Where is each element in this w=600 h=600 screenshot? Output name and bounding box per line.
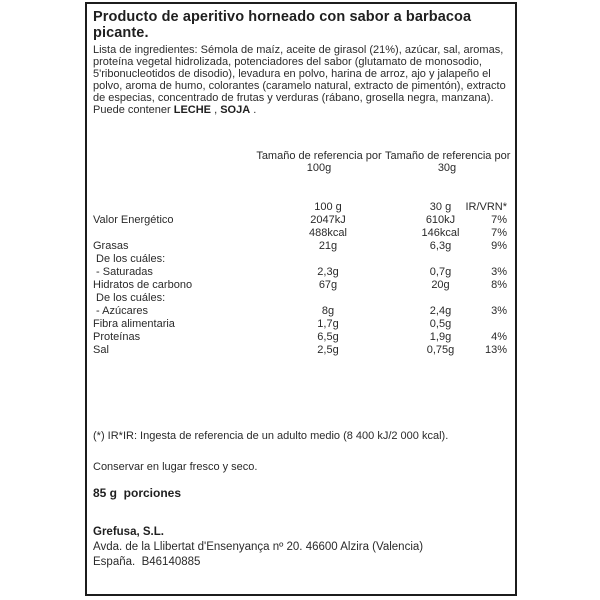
nutrient-name: Sal xyxy=(93,344,109,356)
ingredients-paragraph xyxy=(93,44,509,116)
nutrient-name xyxy=(93,227,258,240)
value-per-30g: 146kcal xyxy=(421,227,460,239)
column-header-ir-vrn: IR/VRN* xyxy=(465,201,507,213)
ir-percentage: 8% xyxy=(491,279,507,291)
value-per-100g: 2047kJ xyxy=(310,214,346,226)
value-per-100g: 2,5g xyxy=(317,344,339,356)
value-per-30g: 0,7g xyxy=(429,266,452,278)
value-per-100g: 8g xyxy=(321,305,335,317)
ir-percentage: 3% xyxy=(491,266,507,278)
value-per-30g: 2,4g xyxy=(429,305,452,317)
value-per-100g xyxy=(258,253,398,266)
reference-size-headers xyxy=(253,150,509,174)
value-per-30g xyxy=(398,292,483,305)
nutrient-name: Fibra alimentaria xyxy=(93,318,175,330)
nutrient-name: De los cuáles: xyxy=(93,253,166,265)
ingredients-text: Lista de ingredientes: Sémola de maíz, aceite de girasol (21%), azúcar, sal, aromas, proteína vegetal hidrolizada, potenciadores del sabor (glutamato de monosodio, 5'ribonucleotidos de disodio), levadura en polvo, harina de arroz, ajo y jalapeño el polvo, aroma de humo, colorantes (caramelo natural, extracto de pimentón), extracto de especias, concentrado de frutas y verduras (rábano, grosella negra, manzana). Puede contener xyxy=(93,44,506,116)
value-per-30g: 0,5g xyxy=(429,318,452,330)
allergen-separator: , xyxy=(211,104,221,116)
manufacturer-info xyxy=(93,525,509,570)
ir-percentage: 7% xyxy=(491,214,507,226)
reference-size-100g-header xyxy=(253,150,385,174)
nutrient-name: Grasas xyxy=(93,240,129,252)
column-header-100g: 100 g xyxy=(314,201,342,213)
ir-percentage xyxy=(483,292,509,305)
nutrient-name: Valor Energético xyxy=(93,214,174,226)
value-per-100g: 67g xyxy=(318,279,338,291)
nutrition-row xyxy=(93,331,509,344)
value-per-100g: 1,7g xyxy=(317,318,339,330)
nutrition-row xyxy=(93,227,509,240)
nutrition-row xyxy=(93,318,509,331)
company-name: Grefusa, S.L. xyxy=(93,526,164,538)
nutrient-column-header xyxy=(93,201,258,214)
nutrition-row xyxy=(93,253,509,266)
nutrition-table xyxy=(93,201,509,357)
reference-size-100g-line2: 100g xyxy=(306,162,332,174)
reference-size-100g-line1: Tamaño de referencia por xyxy=(256,150,382,162)
value-per-100g xyxy=(258,292,398,305)
value-per-100g: 488kcal xyxy=(309,227,347,239)
value-per-100g: 2,3g xyxy=(317,266,339,278)
value-per-100g: 6,5g xyxy=(317,331,339,343)
allergen-milk: LECHE xyxy=(173,104,212,116)
ir-percentage xyxy=(483,318,509,331)
nutrition-table-body xyxy=(93,214,509,357)
nutrient-name: Hidratos de carbono xyxy=(93,279,193,291)
value-per-30g: 20g xyxy=(431,279,450,291)
column-header-30g: 30 g xyxy=(429,201,452,213)
reference-size-30g-header xyxy=(385,150,509,174)
nutrition-row xyxy=(93,279,509,292)
portion-size: 85 g porciones xyxy=(93,486,182,500)
ir-percentage: 4% xyxy=(491,331,507,343)
value-per-30g: 0,75g xyxy=(426,344,455,356)
value-per-30g: 1,9g xyxy=(429,331,452,343)
reference-size-30g-line1: Tamaño de referencia por xyxy=(385,150,511,162)
company-country-id: España. B46140885 xyxy=(93,556,201,568)
value-per-30g xyxy=(398,253,483,266)
reference-intake-note: (*) IR*IR: Ingesta de referencia de un adulto medio (8 400 kJ/2 000 kcal). xyxy=(93,430,449,442)
ir-percentage: 9% xyxy=(491,240,507,252)
nutrient-name: - Saturadas xyxy=(93,266,153,278)
nutrient-name: Proteínas xyxy=(93,331,141,343)
company-address: Avda. de la Llibertat d'Ensenyança nº 20. 46600 Alzira (Valencia) xyxy=(93,541,424,553)
nutrition-row xyxy=(93,214,509,227)
ir-percentage xyxy=(483,253,509,266)
product-label-sheet xyxy=(85,2,517,596)
nutrition-table-header xyxy=(93,201,509,214)
product-title: Producto de aperitivo horneado con sabor a barbacoa picante. xyxy=(93,9,472,41)
nutrient-name: - Azúcares xyxy=(93,305,149,317)
nutrition-row xyxy=(93,292,509,305)
nutrition-row xyxy=(93,240,509,253)
value-per-30g: 6,3g xyxy=(429,240,452,252)
value-per-30g: 610kJ xyxy=(425,214,456,226)
nutrition-row xyxy=(93,266,509,279)
ir-percentage: 7% xyxy=(491,227,507,239)
ir-percentage: 3% xyxy=(491,305,507,317)
reference-size-30g-line2: 30g xyxy=(437,162,457,174)
ingredients-end: . xyxy=(250,104,257,116)
nutrition-row xyxy=(93,305,509,318)
nutrition-row xyxy=(93,344,509,357)
allergen-soy: SOJA xyxy=(220,104,251,116)
ir-percentage: 13% xyxy=(484,344,507,356)
value-per-100g: 21g xyxy=(318,240,338,252)
storage-instructions: Conservar en lugar fresco y seco. xyxy=(93,461,258,473)
nutrient-name: De los cuáles: xyxy=(93,292,166,304)
